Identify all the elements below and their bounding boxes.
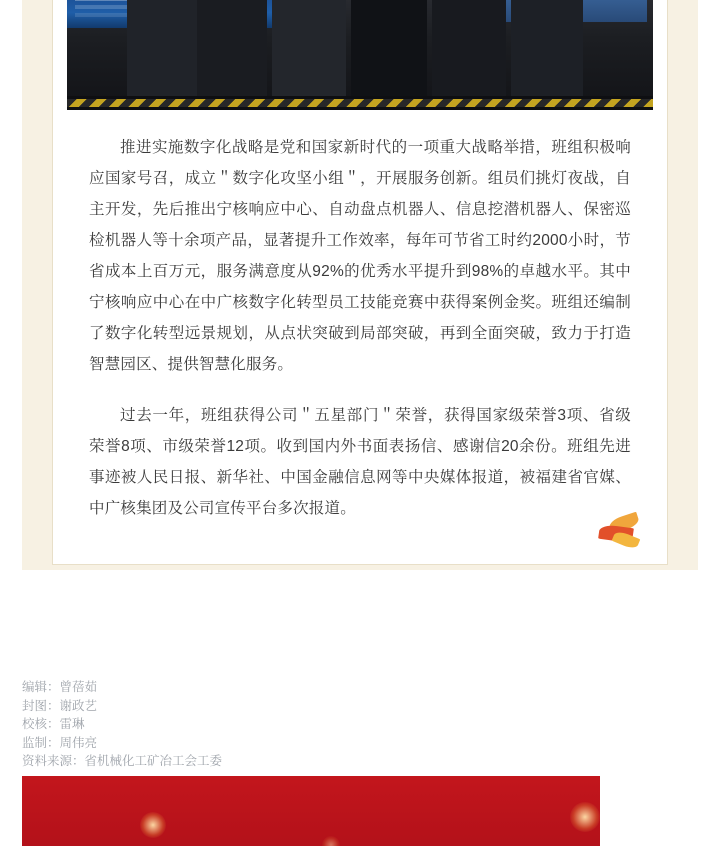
article-paragraph: 推进实施数字化战略是党和国家新时代的一项重大战略举措，班组积极响应国家号召，成立＂数字化攻坚小组＂，开展服务创新。组员们挑灯夜战，自主开发，先后推出宁核响应中心、自动盘点机器人、信息挖潜机器人、保密巡检机器人等十余项产品，显著提升工作效率，每年可节省工时约2000小时，节省成本上百万元，服务满意度从92%的优秀水平提升到98%的卓越水平。其中宁核响应中心在中广核数字化转型员工技能竞赛中获得案例金奖。班组还编制了数字化转型远景规划，从点状突破到局部突破，再到全面突破，致力于打造智慧园区、提供智慧化服务。 [89,139,631,373]
credits-proofreader: 校核：雷琳 [22,717,85,731]
article-body [89,132,631,524]
credits-cover-image: 封图：谢政艺 [22,698,98,713]
article-card [52,0,668,565]
photo-person [511,40,583,96]
article-photo [67,0,653,110]
banner-light-glow [140,812,166,838]
photo-person [351,0,427,96]
credits-editor: 编辑：曾蓓茹 [22,680,98,694]
flame-icon [593,514,649,554]
photo-people-group [67,0,653,96]
photo-person [127,0,197,96]
article-background [22,0,698,570]
photo-person [432,0,506,96]
credits-supervisor: 监制：周伟亮 [22,735,98,750]
article-paragraph: 过去一年，班组获得公司＂五星部门＂荣誉，获得国家级荣誉3项、省级荣誉8项、市级荣誉12项。收到国内外书面表扬信、感谢信20余份。班组先进事迹被人民日报、新华社、中国金融信息网等中央媒体报道，被福建省官媒、中广核集团及公司宣传平台多次报道。 [89,407,631,517]
banner-light-glow [570,802,600,832]
credits-block [22,678,622,771]
photo-person [195,0,267,96]
banner-light-glow [322,836,340,846]
photo-hazard-stripe [67,99,653,107]
photo-person [272,38,346,96]
credits-source: 资料来源：省机械化工矿冶工会工委 [22,754,223,768]
bottom-red-banner [22,776,600,846]
